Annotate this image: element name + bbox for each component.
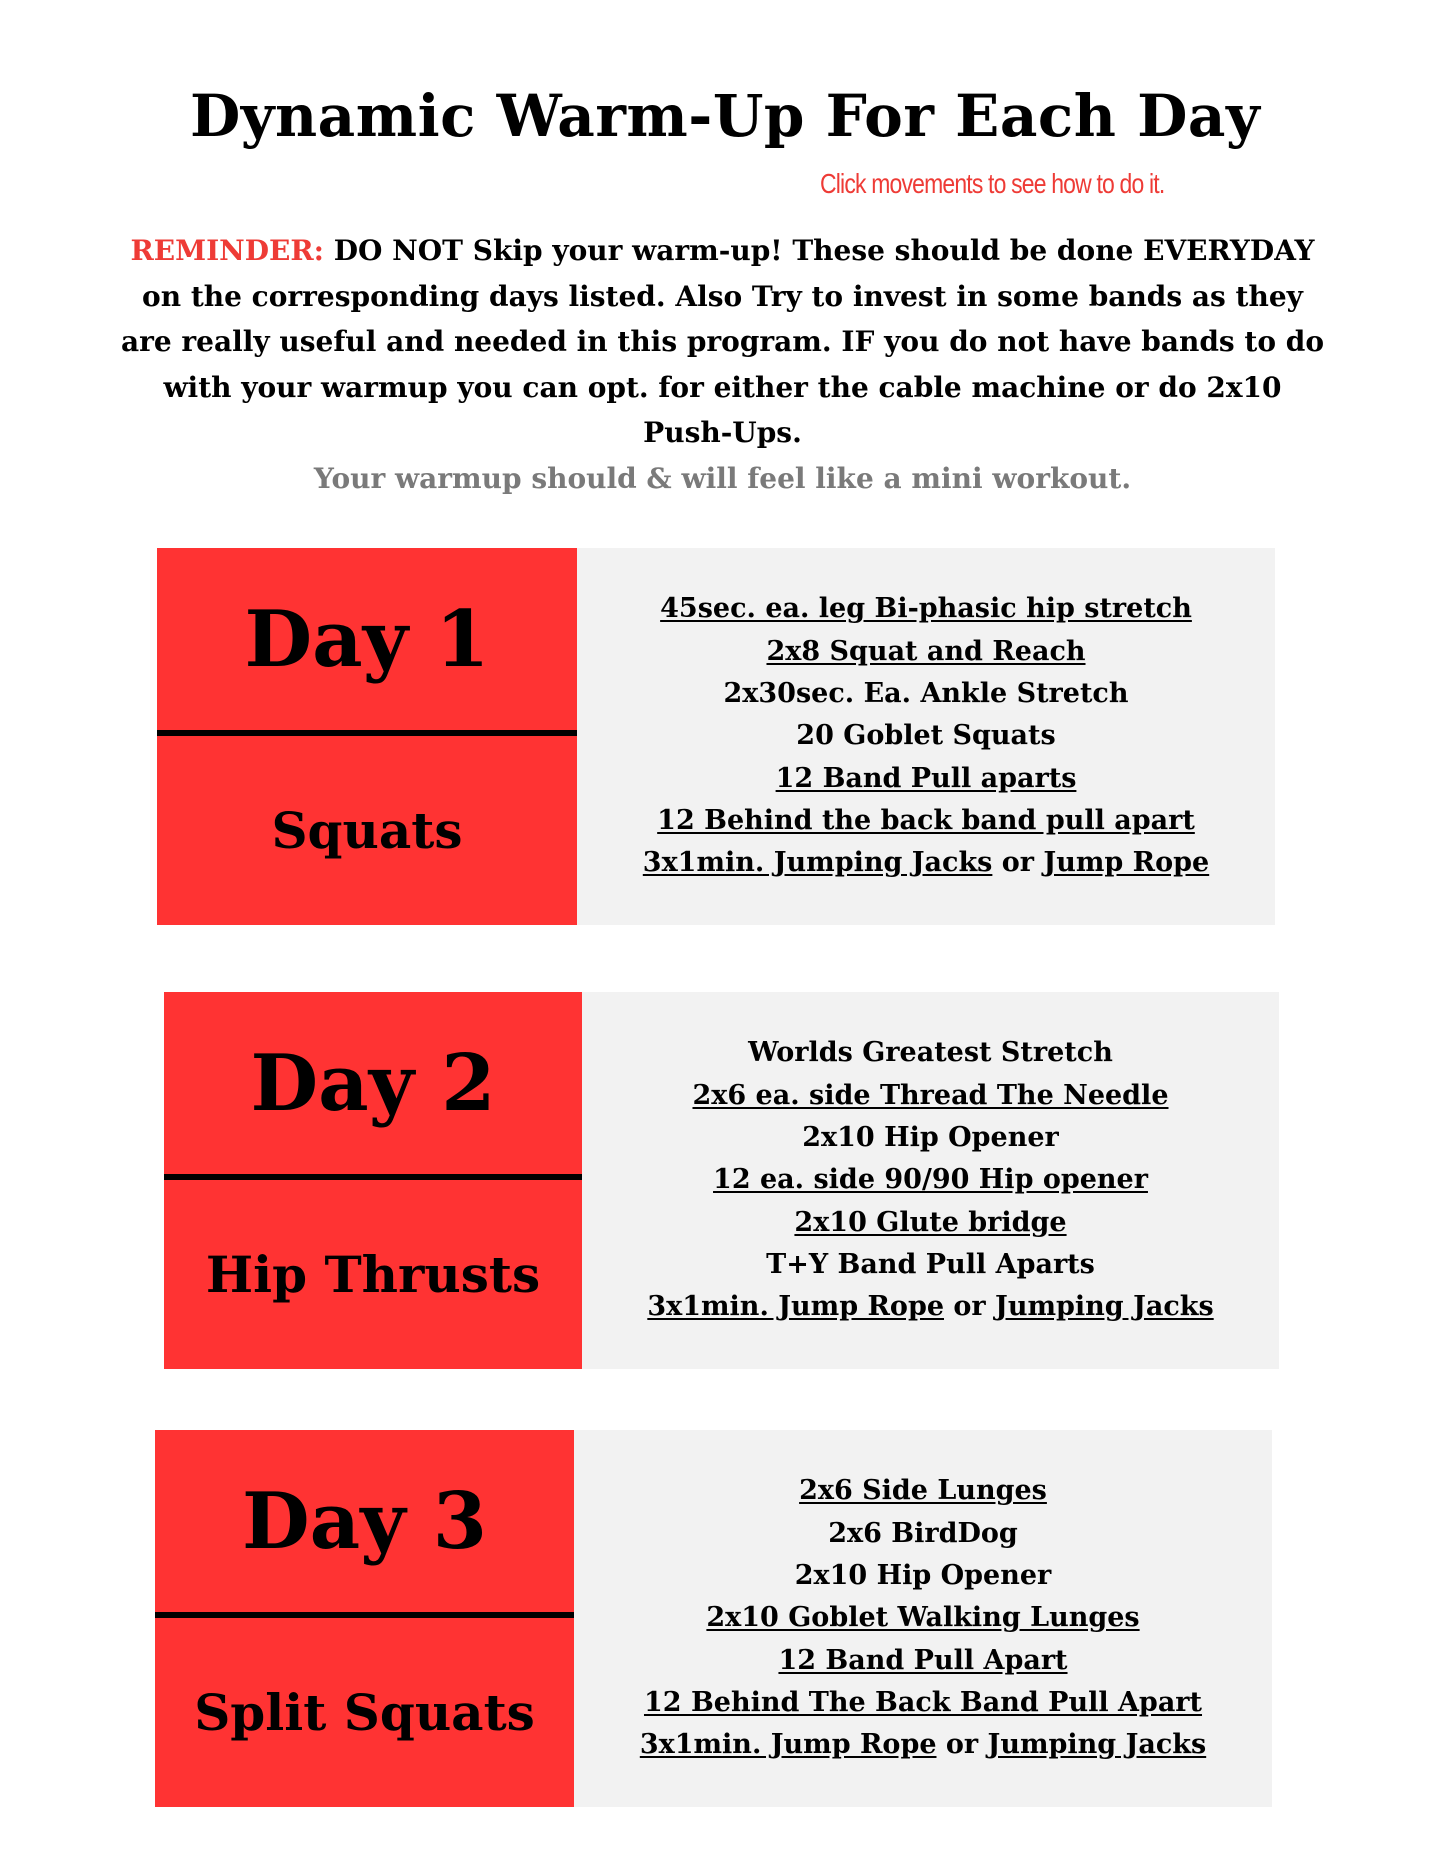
exercise-link[interactable]: 12 Behind The Back Band Pull Apart [643, 1686, 1203, 1718]
exercise-item [748, 1032, 1113, 1074]
exercise-text: 2x10 Hip Opener [802, 1122, 1059, 1154]
exercise-link[interactable]: 2x6 ea. side Thread The Needle [692, 1079, 1169, 1111]
day-label: Day 3 [242, 1475, 487, 1567]
day-card-2 [164, 992, 1279, 1369]
exercise-text: 2x6 BirdDog [828, 1517, 1018, 1549]
day-label: Day 1 [244, 593, 490, 685]
exercise-list [577, 548, 1275, 925]
exercise-text: 2x30sec. Ea. Ankle Stretch [723, 678, 1129, 710]
exercise-link[interactable]: Jumping Jacks [987, 1729, 1207, 1761]
day-focus: Squats [271, 801, 463, 860]
reminder-text: DO NOT Skip your warm-up! These should be done EVERYDAY on the corresponding days listed. Also Try to invest in some bands as they are really useful and needed in this program. IF you do not have bands to do with your warmup you can opt. for either the cable machine or do 2x10 Push-Ups. [120, 234, 1325, 449]
exercise-link[interactable]: 3x1min. Jump Rope [647, 1291, 944, 1323]
day-focus: Split Squats [194, 1683, 535, 1742]
day-header-panel [155, 1430, 574, 1807]
exercise-link[interactable]: 12 Behind the back band pull apart [657, 804, 1195, 836]
exercise-link[interactable]: Jump Rope [1043, 847, 1210, 879]
exercise-link[interactable]: 12 Band Pull aparts [775, 762, 1077, 794]
exercise-item [692, 1075, 1168, 1117]
reminder-label: REMINDER: [130, 234, 324, 267]
reminder-block [120, 228, 1325, 501]
exercise-item [706, 1597, 1139, 1639]
reminder-note: Your warmup should & will feel like a mini workout. [313, 461, 1132, 495]
exercise-item [660, 588, 1192, 630]
exercise-item [766, 631, 1085, 673]
exercise-item [802, 1117, 1059, 1159]
exercise-item [644, 1682, 1202, 1724]
exercise-text: or [992, 847, 1044, 879]
exercise-link[interactable]: 12 ea. side 90/90 Hip opener [713, 1164, 1148, 1196]
day-card-1 [157, 548, 1275, 925]
exercise-item [795, 1555, 1052, 1597]
exercise-item [647, 1286, 1213, 1328]
exercise-list [574, 1430, 1272, 1807]
exercise-item [766, 1244, 1095, 1286]
exercise-link[interactable]: 3x1min. Jump Rope [639, 1729, 937, 1761]
exercise-link[interactable]: 2x6 Side Lunges [799, 1475, 1047, 1507]
exercise-item [643, 842, 1209, 884]
day-card-3 [155, 1430, 1272, 1807]
exercise-item [794, 1202, 1066, 1244]
exercise-text: T+Y Band Pull Aparts [766, 1248, 1095, 1280]
exercise-item [828, 1513, 1018, 1555]
exercise-link[interactable]: Jumping Jacks [995, 1291, 1214, 1323]
exercise-text: 20 Goblet Squats [796, 720, 1056, 752]
exercise-item [776, 758, 1077, 800]
exercise-item [640, 1724, 1206, 1766]
exercise-link[interactable]: 45sec. ea. leg Bi-phasic hip stretch [660, 593, 1192, 625]
exercise-link[interactable]: 2x10 Glute bridge [794, 1206, 1067, 1238]
exercise-item [796, 715, 1055, 757]
day-header-panel [157, 548, 577, 925]
exercise-link[interactable]: 12 Band Pull Apart [778, 1644, 1068, 1676]
exercise-text: 2x10 Hip Opener [794, 1560, 1052, 1592]
exercise-text: Worlds Greatest Stretch [748, 1037, 1113, 1069]
day-header-panel [164, 992, 582, 1369]
exercise-text: or [936, 1729, 988, 1761]
exercise-item [657, 800, 1195, 842]
day-label: Day 2 [250, 1037, 496, 1129]
exercise-text: or [944, 1291, 996, 1323]
exercise-link[interactable]: 2x8 Squat and Reach [766, 635, 1086, 667]
exercise-item [799, 1470, 1047, 1512]
exercise-link[interactable]: 3x1min. Jumping Jacks [642, 847, 993, 879]
exercise-link[interactable]: 2x10 Goblet Walking Lunges [706, 1602, 1140, 1634]
exercise-item [724, 673, 1129, 715]
day-focus: Hip Thrusts [205, 1245, 541, 1304]
exercise-item [713, 1159, 1148, 1201]
exercise-list [582, 992, 1279, 1369]
click-hint: Click movements to see how to do it. [820, 168, 1165, 199]
page-title: Dynamic Warm-Up For Each Day [190, 82, 1261, 150]
exercise-item [778, 1640, 1067, 1682]
